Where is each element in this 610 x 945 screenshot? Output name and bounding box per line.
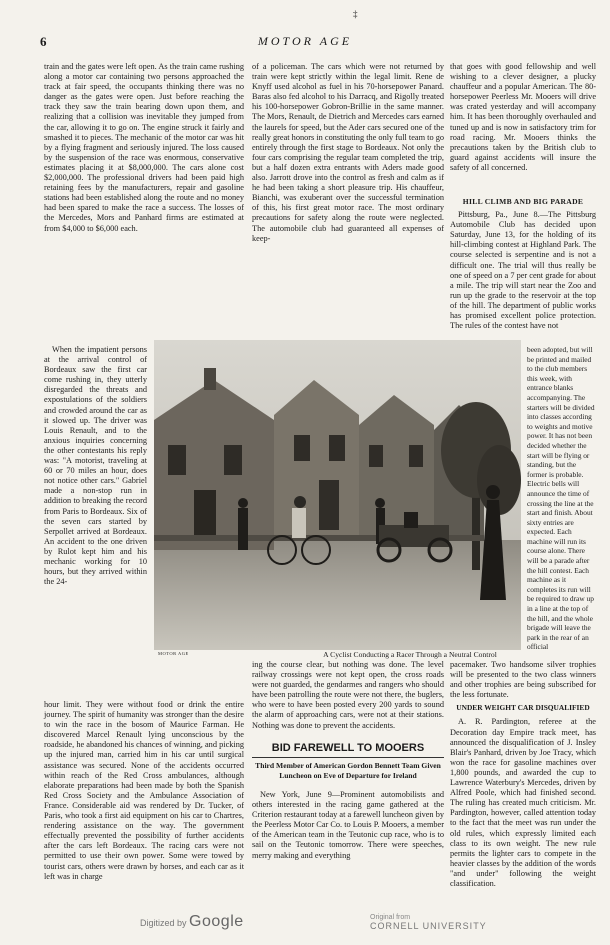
- magazine-title: MOTOR AGE: [257, 34, 353, 48]
- page-mark: ‡: [353, 9, 358, 19]
- google-logo: Google: [189, 913, 244, 930]
- column-3-top: [450, 62, 596, 185]
- underweight-heading: UNDER WEIGHT CAR DISQUALIFIED: [456, 703, 590, 713]
- paragraph: When the impatient persons at the arrival control of Bordeaux saw the first car come rushing in, they utterly disregarded the threats and expostulations of the soldiers and crowded around the car as it slowed up. The driver was Louis Renault, and to the anxious inquiries concerning the other contestants his reply was: "A motorist, traveling at 60 or 70 miles an hour, does not notice other cars." Gabriel made a non-stop run in addition to breaking the record from Paris to Bordeaux. Six of the seven cars started by Serpollet arrived at Bordeaux. An accident to the one driven by Rulot kept him and his mechanic working for 10 hours, but they arrived within the 24-: [44, 345, 147, 587]
- paragraph: been adopted, but will be printed and mailed to the club members this week, with entrance blanks accompanying. The starters will be divided into classes according to weights and motive power. It has not been decided whether the start will be flying or standing, but the former is probable. Electric bells will announce the time of crossing the line at the start and finish. About sixty entries are expected. Each machine will run its course alone. There will be a parade after the hill contest. Each machine as it completes its run will be required to draw up in a line at the top of the hill, and the whole brigade will leave the park in the rear of an official: [527, 345, 595, 652]
- farewell-body: [252, 790, 444, 925]
- column-2-top: [252, 62, 444, 345]
- paragraph: train and the gates were left open. As the train came rushing along a motor car containing two persons approached the track at fair speed, the occupants thinking there was no danger as the gates were open. Just before reaching the track they saw the train bearing down upon them, and realizing that a collision was inevitable they jumped from the car, allowing it to go on. The engine struck it fairly and smashed it to pieces. The mechanic of the motor car was hit by a flying fragment and seriously injured. The loss caused by the suspension of the race was enormous, conservative estimates placing it at $8,000,000. The cars alone cost $2,000,000. The professional drivers had been paid high retaining fees by the manufacturers, repair and gasoline stations had been established along the route and no money had been spared to make the race a success. The losses of the Mercedes, Mors and Panhard firms are estimated at from $4,000 to $6,000 each.: [44, 62, 244, 233]
- original-from: [370, 913, 487, 931]
- page-number: 6: [40, 34, 47, 49]
- paragraph: A. R. Pardington, referee at the Decoration day Empire track meet, has announced the disqualification of J. Insley Blair's Panhard, driven by Joe Tracy, which won the race for gasoline machines over 1,800 pounds, and awarded the cup to Lawrence Waterbury's Mercedes, driven by Alfred Poole, which had finished second. The ruling has created much criticism. Mr. Pardington, however, called attention today to the fact that the meet was run under the old rules, which expressly limited each class to its own weight. The new rule permits the lighter cars to compete in the heavier classes by the addition of the words "and under" following the weight classification.: [450, 717, 596, 888]
- column-1-lower: [44, 700, 244, 925]
- paragraph: pacemaker. Two handsome silver trophies will be presented to the two class winners and other trophies are being subscribed for the less fortunate.: [450, 660, 596, 700]
- paragraph: that goes with good fellowship and well wishing to a clever designer, a plucky chauffeur and a popular American. The 80-horsepower Peerless Mr. Mooers will drive was crated yesterday and will accompany him. It has been thoroughly overhauled and tuned up and is now in satisfactory trim for road racing. Mr. Mooers thinks the precautions taken by the British club to guard against accidents will insure the safety of all concerned.: [450, 62, 596, 172]
- paragraph: hour limit. They were without food or drink the entire journey. The spirit of humanity was stronger than the desire to win the race in the bosom of Maurice Farman. He discovered Marcel Renault lying unconscious by the roadside, he abandoned his chances of winning, and picking up the injured man, carried him in his car until surgical assistance was secured. None of the accidents occurred within reach of the Red Cross ambulances, although elaborate preparations had been made by both the Spanish Red Cross Society and the Ambulance Association of France. Considerable aid was rendered by Dr. Tucker, of Paris, who took a first aid equipment on his car to Chartres, rendering assistance on the way. The government effectually prevented the possibility of further accidents after the cars left Bordeaux. The racing cars were not permitted to use their own power. Some were towed by tourist cars, others were drawn by horses, and each car as it left was in charge: [44, 700, 244, 881]
- hill-climb-heading: HILL CLIMB AND BIG PARADE: [462, 197, 584, 206]
- column-1-narrow: [44, 345, 147, 700]
- digitized-label: Digitized by: [140, 918, 187, 928]
- farewell-header: [252, 742, 444, 780]
- farewell-headline: BID FAREWELL TO MOOERS: [252, 742, 444, 758]
- photo-credit: MOTOR AGE: [158, 651, 189, 656]
- photo-illustration: [154, 340, 521, 650]
- column-3-lower: [450, 660, 596, 923]
- digitized-by-google: [140, 913, 244, 931]
- paragraph: Pittsburg, Pa., June 8.—The Pittsburg Automobile Club has decided upon Saturday, June 13, for the holding of its hill-climbing contest at Highland Park. The course selected is serpentine and is not a difficult one. The trial will thus really be one of speed on a 7 per cent grade for about a mile. The trip will start near the Zoo and run up the grade to the reservoir at the top of the hill. The department of public works has promised excellent police protection. The rules of the contest have not: [450, 210, 596, 331]
- farewell-subhead: Third Member of American Gordon Bennett Team Given Luncheon on Eve of Departure for Ireland: [255, 761, 441, 780]
- photo-cyclist-racer: [154, 340, 521, 650]
- hill-climb-narrow: [527, 345, 597, 652]
- paragraph: ing the course clear, but nothing was done. The level railway crossings were not kept open, the cross roads were not guarded, the gendarmes and rangers who should have been patrolling the route were not there, the buglers, who were to have been posted every 200 yards to sound the alarm of approaching cars, were not at their stations. Nothing was done to prevent the accidents.: [252, 660, 444, 730]
- hill-climb-article: [450, 195, 596, 335]
- cornell-university: CORNELL UNIVERSITY: [370, 921, 487, 931]
- paragraph: of a policeman. The cars which were not returned by train were kept strictly within the legal limit. Rene de Knyff used alcohol as fuel in his 70-horsepower Panard. Baras also fed alcohol to his Darracq, and Rigolly treated his 100-horsepower Gobron-Brillie in the same manner. The Mors, Renault, de Dietrich and Mercedes cars earned the laurels for speed, but the Ader cars secured one of the really great honors in constituting the only full team to go entirely through the first stage to Bordeaux. Not only the four cars comprising the regular team completed the trip, but a half dozen extra entrants with Aders made good also. Jarrott drove into the control as fresh and calm as if he had been taking a short pleasure trip. His chauffeur, Bianchi, was exuberant over the successful termination of this, his first great motor race. The most ordinary precautions for safety along the route were neglected. The automobile club had guaranteed all expenses of keep-: [252, 62, 444, 243]
- photo-caption: A Cyclist Conducting a Racer Through a Neutral Control: [323, 650, 497, 659]
- column-2-lower: [252, 660, 444, 740]
- paragraph: New York, June 9—Prominent automobilists and others interested in the racing game gathered at the Criterion restaurant today at a farewell luncheon given by the Peerless Motor Car Co. to Louis P. Mooers, a member of the American team in the Teutonic cup race, who is to sail on the Teutonic tomorrow. There were speeches, merry making and everything: [252, 790, 444, 860]
- column-1-top: [44, 62, 244, 345]
- original-label: Original from: [370, 914, 411, 921]
